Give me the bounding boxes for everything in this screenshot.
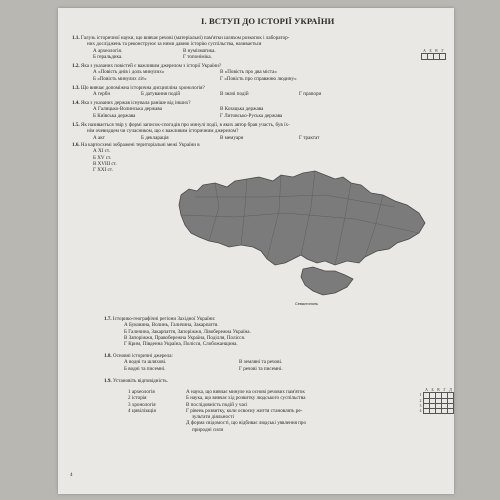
question-1-3 <box>72 85 321 98</box>
question-text-cont: них досліджень та реконструює за ними давню історію суспільства, називається <box>87 41 262 48</box>
question-text-cont: нім очевидцем чи сучасником, що є важливим історичним джерелом? <box>87 128 239 135</box>
option-b: Б Київська держава <box>93 112 136 119</box>
right-item: Д форма свідомості, що відбиває людські уявлення про <box>186 420 307 427</box>
option-d: Г ХХІ ст. <box>93 167 113 174</box>
question-number: 1.3. <box>72 85 80 91</box>
option-b: Б декларація <box>141 134 169 141</box>
left-item: 4 цивілізація <box>128 407 156 414</box>
question-1-8 <box>104 353 283 372</box>
grid-col-b: Б <box>429 49 432 54</box>
grid-row-1: 1 <box>419 393 422 398</box>
map-label-sevastopol: Севастополь <box>295 302 318 306</box>
question-text: Історико-географічні регіони Західної України: <box>112 316 216 322</box>
option-c: В «Повість про два міста» <box>220 69 277 76</box>
answer-grid-1-9 <box>418 388 454 414</box>
right-item: Б наука, що вивчає хід розвитку людського суспільства <box>186 395 306 402</box>
option-a: А Галицько-Волинська держава <box>93 106 163 113</box>
grid-col-b: Б <box>431 388 434 393</box>
option-a: А археологія. <box>93 47 123 54</box>
question-1-4 <box>72 100 282 119</box>
page-number: 4 <box>70 472 73 478</box>
option-c: В земляні та речові. <box>239 359 283 366</box>
question-number: 1.6. <box>72 142 80 148</box>
question-text: На картосхемі зображені територіальні межі України в <box>80 142 200 148</box>
option-a: А акт <box>93 134 105 141</box>
ukraine-map <box>175 167 429 307</box>
question-text: Як називається твір у формі записок-спогадів про минулі події, в яких автор брав участь, був їх- <box>80 122 290 128</box>
option-d: Г трактат <box>299 134 320 141</box>
grid-col-d: Г <box>443 388 446 393</box>
question-text: Галузь історичної науки, що вивчає речові (матеріальні) пам'ятки шляхом розкопок і лаборатор- <box>80 35 290 41</box>
option-a: А ХІ ст. <box>93 148 110 155</box>
question-number: 1.2. <box>72 63 80 69</box>
answer-cell[interactable] <box>448 409 454 414</box>
left-item: 1 археологія <box>128 389 155 395</box>
option-d: Г Крим, Південна Україна, Полісся, Слобожанщина. <box>124 341 238 348</box>
question-text: Яка з указаних держав існувала раніше від інших? <box>80 100 191 106</box>
option-b2: Б геральдика. <box>93 53 123 60</box>
grid-col-c: В <box>435 49 438 54</box>
question-number: 1.5. <box>72 122 80 128</box>
option-c: В мемуари <box>220 134 244 141</box>
right-item: А наука, що вивчає минуле на основі речових пам'яток <box>186 389 305 395</box>
option-a: А герби <box>93 91 111 98</box>
question-1-5 <box>72 122 319 141</box>
question-text: Основні історичні джерела: <box>112 353 173 359</box>
question-number: 1.4. <box>72 100 80 106</box>
right-item: Г рівень розвитку, коли освоєну життя становлять ре- <box>186 407 303 414</box>
option-b: Б водні та писемні. <box>124 365 166 372</box>
option-d: Г топоніміка. <box>183 53 212 60</box>
question-number: 1.8. <box>104 353 112 359</box>
section-title: І. ВСТУП ДО ІСТОРІЇ УКРАЇНИ <box>201 16 335 26</box>
option-b: В нумізматика. <box>183 47 216 54</box>
grid-row-2: 2 <box>419 398 422 403</box>
option-b: Б «Повість минулих літ» <box>93 75 147 82</box>
question-text: Що вивчає допоміжна історична дисципліна хронологія? <box>80 85 205 91</box>
option-a: А водні та шляхові. <box>124 359 167 366</box>
question-number: 1.9. <box>104 378 112 384</box>
question-1-1 <box>72 35 289 60</box>
option-d: Г речові та писемні. <box>239 365 283 372</box>
left-item: 2 історія <box>128 395 147 402</box>
grid-col-e: Д <box>449 388 452 393</box>
option-c: В Козацька держава <box>220 106 264 113</box>
right-item-cont: природні сили <box>192 426 224 433</box>
grid-row-3: 3 <box>419 404 422 409</box>
grid-col-a: А <box>423 49 426 54</box>
answer-cell[interactable] <box>440 54 446 59</box>
question-1-7 <box>104 316 251 347</box>
option-a: А «Повість днів і доль минулих» <box>93 69 165 76</box>
question-1-9 <box>104 378 168 384</box>
grid-col-d: Г <box>441 49 444 54</box>
grid-col-a: А <box>425 388 428 393</box>
crimea-peninsula <box>301 267 353 295</box>
right-item: В послідовність подій у часі <box>186 401 248 408</box>
option-d: Г Литовсько-Руська держава <box>220 112 283 119</box>
matching-left-column <box>128 389 156 414</box>
option-c: В ХVІІІ ст. <box>93 160 117 167</box>
option-c: В Запоріжжя, Правобережна Україна, Поділля, Полісся. <box>124 334 246 341</box>
option-a: А Буковина, Волинь, Галичина, Закарпаття. <box>124 322 219 329</box>
textbook-page <box>58 8 454 494</box>
answer-grid-1-1 <box>421 49 446 60</box>
question-number: 1.1. <box>72 35 80 41</box>
matching-right-column <box>186 389 306 433</box>
question-number: 1.7. <box>104 316 112 322</box>
question-text: Яка з указаних повістей є важливим джерелом з історії України? <box>80 63 222 69</box>
right-item-cont: зультати діяльності <box>192 414 235 421</box>
question-1-2 <box>72 63 297 82</box>
left-item: 3 хронологія <box>128 401 156 408</box>
grid-row-4: 4 <box>419 409 422 414</box>
option-b: Б ХV ст. <box>93 154 112 161</box>
question-text: Установіть відповідність. <box>112 378 168 384</box>
option-d: Г «Повість про справжню людину» <box>220 75 297 82</box>
option-d: Г прапори <box>299 91 322 98</box>
option-b: Б датування подій <box>141 91 181 98</box>
grid-col-c: В <box>437 388 440 393</box>
option-b: Б Галичина, Закарпаття, Запоріжжя, Лівобережна Україна. <box>124 328 251 335</box>
option-c: В значі подій <box>220 91 249 98</box>
